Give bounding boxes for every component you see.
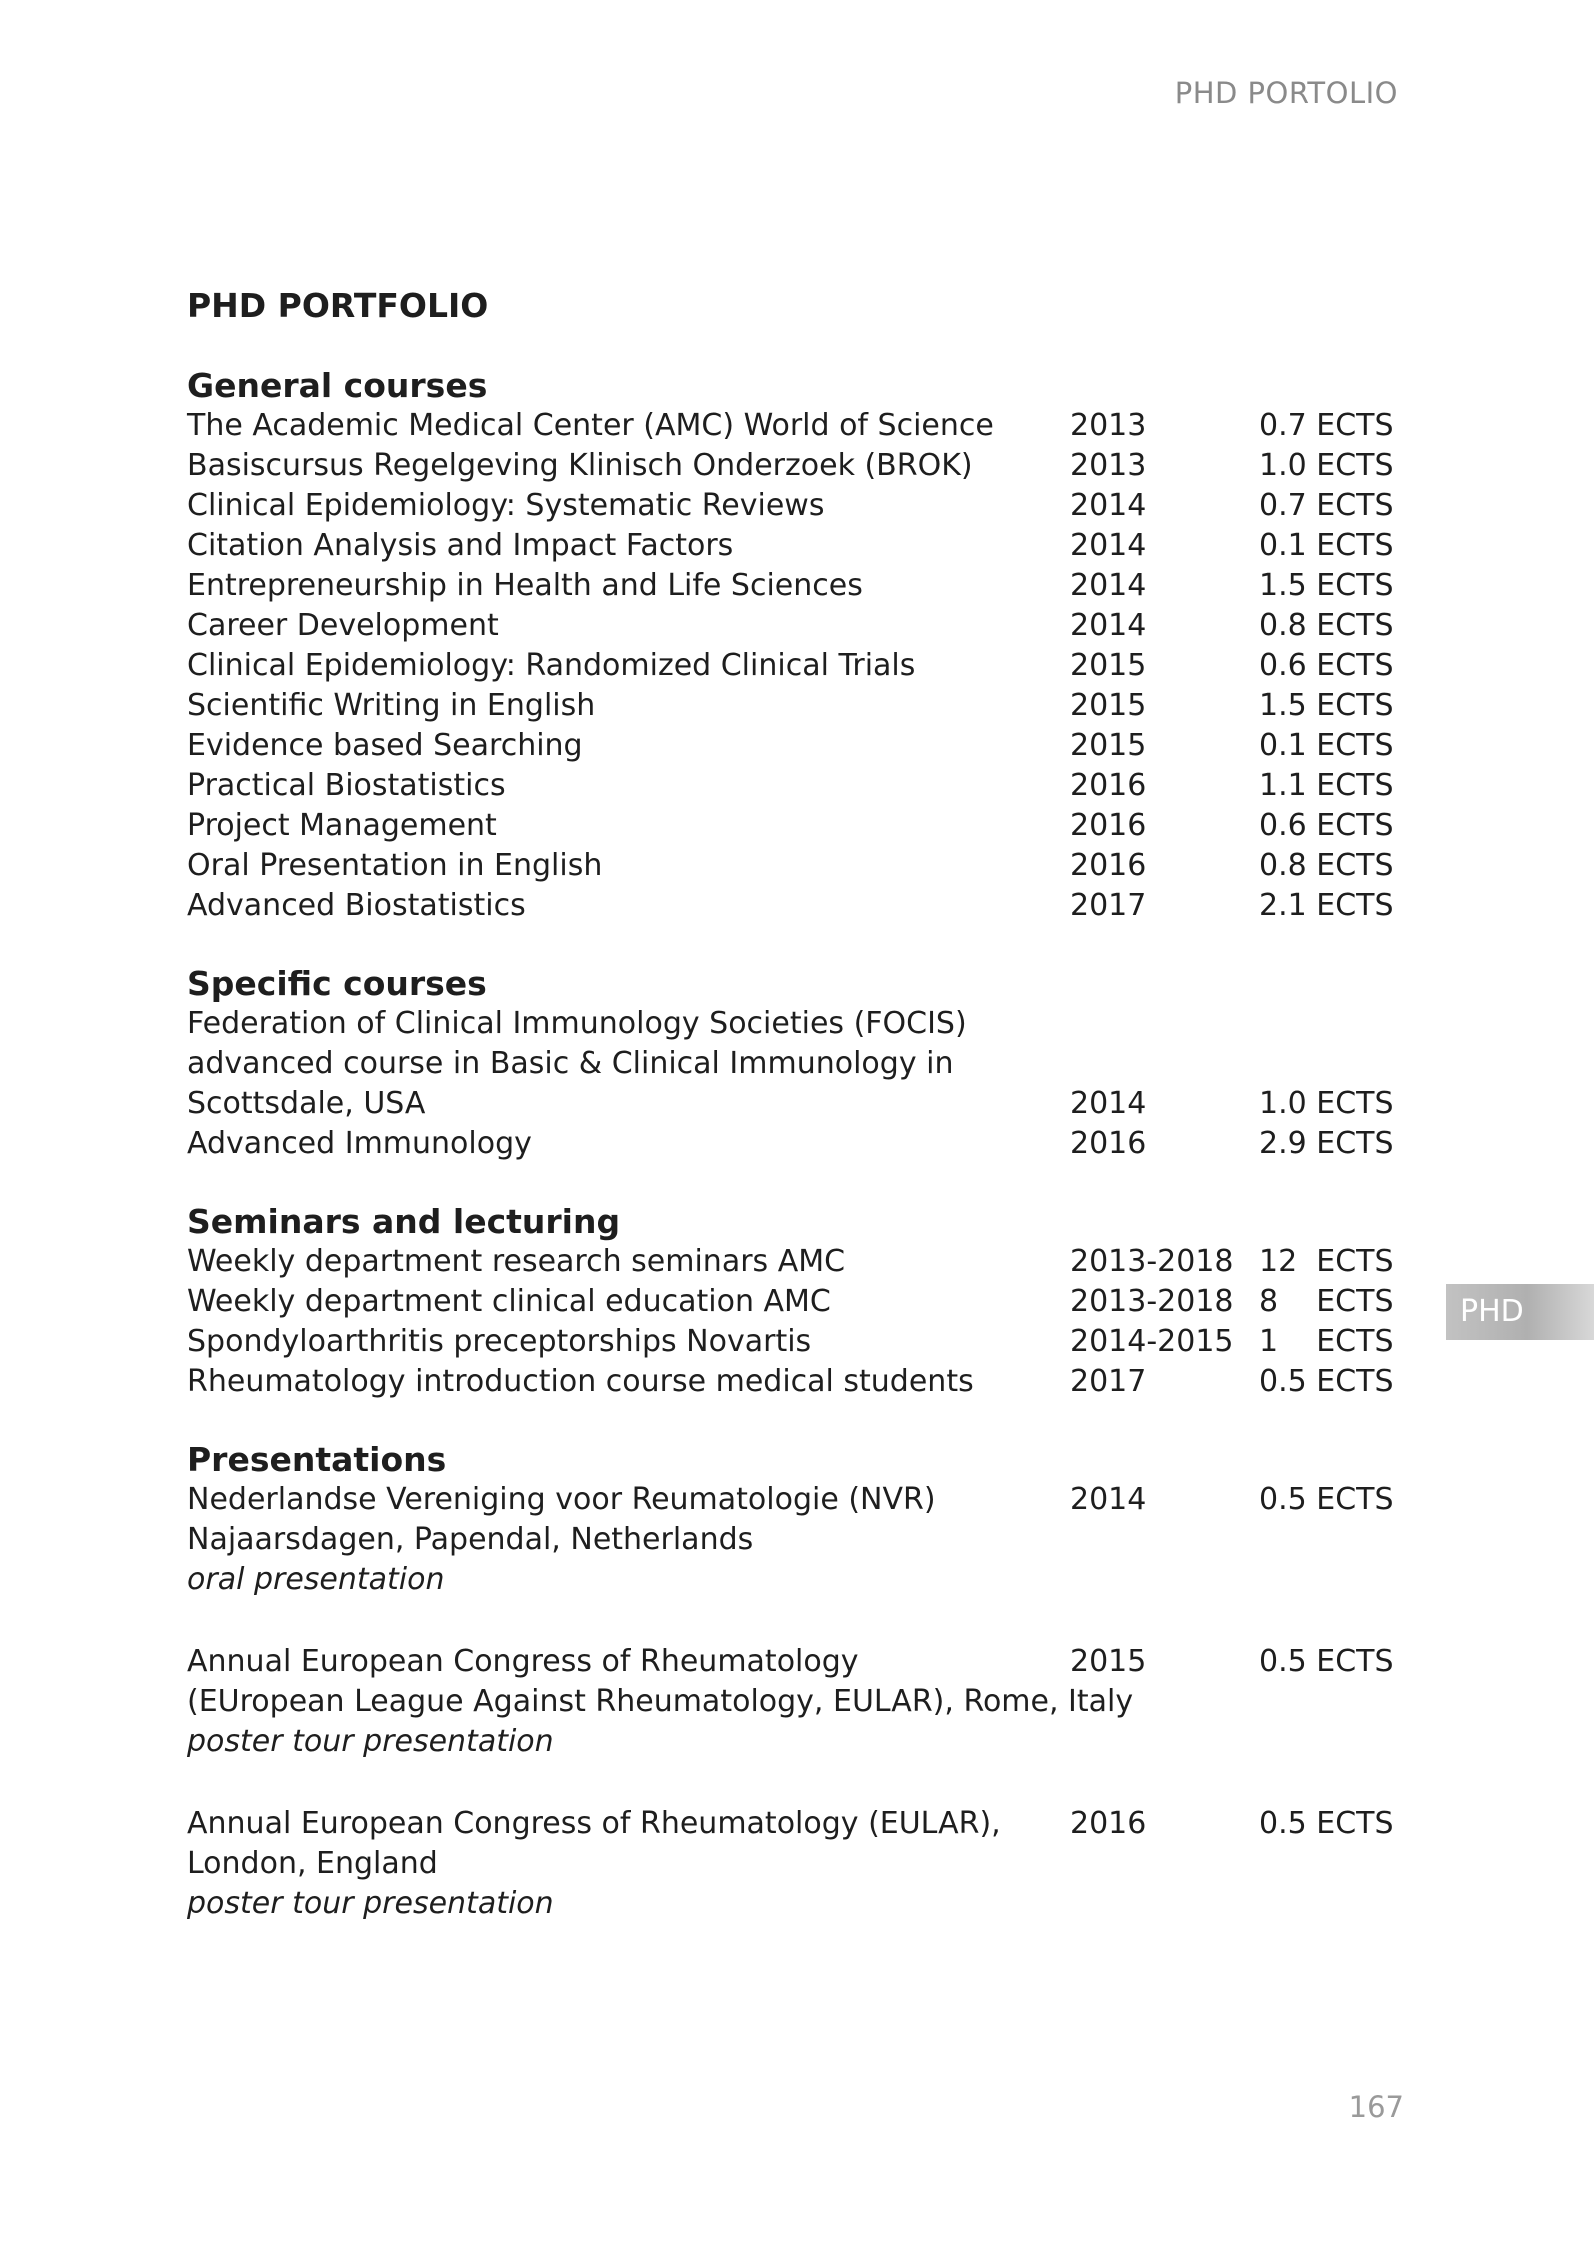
- course-row: [187, 406, 1407, 446]
- course-row: [187, 686, 1407, 726]
- page-title: PHD PORTFOLIO: [187, 286, 489, 325]
- presentation-title: Annual European Congress of Rheumatology (EULAR),: [187, 1806, 1001, 1841]
- course-title: Clinical Epidemiology: Systematic Reviews: [187, 488, 825, 523]
- presentation-ects: 0.5 ECTS: [1259, 1482, 1394, 1517]
- course-row: [187, 806, 1407, 846]
- course-title: Scottsdale, USA: [187, 1086, 426, 1121]
- course-row: [187, 726, 1407, 766]
- course-year: [1070, 1004, 1259, 1044]
- presentation-type: oral presentation: [187, 1562, 445, 1597]
- course-year: 2016: [1070, 768, 1147, 803]
- presentation-row: [187, 1480, 1407, 1520]
- seminar-title: Rheumatology introduction course medical students: [187, 1364, 974, 1399]
- seminar-year: 2013-2018: [1070, 1244, 1234, 1279]
- course-ects: 0.7 ECTS: [1259, 408, 1394, 443]
- section-heading: Seminars and lecturing: [187, 1202, 621, 1241]
- presentation-year: 2015: [1070, 1644, 1147, 1679]
- presentation-entry: [187, 1804, 1407, 1924]
- portfolio-content: [187, 366, 1407, 1966]
- course-year: 2016: [1070, 1126, 1147, 1161]
- seminar-title: Spondyloarthritis preceptorships Novartis: [187, 1324, 812, 1359]
- seminar-row: [187, 1322, 1407, 1362]
- presentation-type: poster tour presentation: [187, 1886, 554, 1921]
- page-number: 167: [1348, 2090, 1404, 2124]
- course-ects: 1.5 ECTS: [1259, 568, 1394, 603]
- specific-courses-section: [187, 964, 1407, 1164]
- course-row: [187, 886, 1407, 926]
- course-title: Career Development: [187, 608, 499, 643]
- course-ects: 1.0 ECTS: [1259, 1086, 1394, 1121]
- presentation-row: [187, 1642, 1407, 1682]
- course-row: [187, 1044, 1407, 1084]
- course-year: 2017: [1070, 888, 1147, 923]
- presentations-section: [187, 1440, 1407, 1924]
- course-title: Basiscursus Regelgeving Klinisch Onderzoek (BROK): [187, 448, 973, 483]
- course-year: 2013: [1070, 448, 1147, 483]
- course-row: [187, 486, 1407, 526]
- presentation-title: Annual European Congress of Rheumatology: [187, 1644, 859, 1679]
- course-year: [1070, 1044, 1259, 1084]
- course-title: advanced course in Basic & Clinical Immunology in: [187, 1046, 954, 1081]
- course-year: 2015: [1070, 688, 1147, 723]
- seminar-title: Weekly department clinical education AMC: [187, 1284, 831, 1319]
- presentation-venue: (EUropean League Against Rheumatology, EULAR), Rome, Italy: [187, 1684, 1134, 1719]
- course-row: [187, 846, 1407, 886]
- presentation-ects: 0.5 ECTS: [1259, 1806, 1394, 1841]
- course-year: 2014: [1070, 528, 1147, 563]
- section-heading: Specific courses: [187, 964, 487, 1003]
- course-ects: 2.1 ECTS: [1259, 888, 1394, 923]
- course-row: [187, 766, 1407, 806]
- course-ects: 0.7 ECTS: [1259, 488, 1394, 523]
- course-title: Practical Biostatistics: [187, 768, 506, 803]
- course-title: Evidence based Searching: [187, 728, 583, 763]
- course-row: [187, 526, 1407, 566]
- course-year: 2014: [1070, 1086, 1147, 1121]
- course-ects: 0.1 ECTS: [1259, 528, 1394, 563]
- course-row: [187, 1004, 1407, 1044]
- course-title: Federation of Clinical Immunology Societies (FOCIS): [187, 1006, 967, 1041]
- seminar-row: [187, 1282, 1407, 1322]
- course-year: 2014: [1070, 608, 1147, 643]
- course-year: 2015: [1070, 728, 1147, 763]
- section-heading: Presentations: [187, 1440, 447, 1479]
- general-courses-section: [187, 366, 1407, 926]
- course-title: Oral Presentation in English: [187, 848, 603, 883]
- running-header: PHD PORTOLIO: [1174, 76, 1398, 110]
- presentation-venue: London, England: [187, 1846, 438, 1881]
- course-title: Advanced Immunology: [187, 1126, 532, 1161]
- course-title: The Academic Medical Center (AMC) World of Science: [187, 408, 994, 443]
- presentation-entry: [187, 1642, 1407, 1762]
- course-title: Advanced Biostatistics: [187, 888, 526, 923]
- course-ects: 0.6 ECTS: [1259, 808, 1394, 843]
- course-year: 2016: [1070, 808, 1147, 843]
- seminar-ects: 8 ECTS: [1259, 1284, 1394, 1319]
- course-ects: 1.1 ECTS: [1259, 768, 1394, 803]
- section-heading: General courses: [187, 366, 488, 405]
- seminar-ects: 0.5 ECTS: [1259, 1364, 1394, 1399]
- course-year: 2015: [1070, 648, 1147, 683]
- course-row: [187, 1124, 1407, 1164]
- presentation-type: poster tour presentation: [187, 1724, 554, 1759]
- course-ects: 0.1 ECTS: [1259, 728, 1394, 763]
- course-year: 2014: [1070, 488, 1147, 523]
- seminar-ects: 1 ECTS: [1259, 1324, 1394, 1359]
- seminar-year: 2017: [1070, 1364, 1147, 1399]
- presentation-row: [187, 1804, 1407, 1844]
- presentation-ects: 0.5 ECTS: [1259, 1644, 1394, 1679]
- course-title: Citation Analysis and Impact Factors: [187, 528, 734, 563]
- seminar-row: [187, 1362, 1407, 1402]
- presentation-venue: Najaarsdagen, Papendal, Netherlands: [187, 1522, 754, 1557]
- seminar-year: 2013-2018: [1070, 1284, 1234, 1319]
- presentation-year: 2016: [1070, 1806, 1147, 1841]
- presentation-title: Nederlandse Vereniging voor Reumatologie (NVR): [187, 1482, 936, 1517]
- seminar-year: 2014-2015: [1070, 1324, 1234, 1359]
- course-ects: 0.8 ECTS: [1259, 608, 1394, 643]
- course-title: Scientific Writing in English: [187, 688, 596, 723]
- presentation-year: 2014: [1070, 1482, 1147, 1517]
- course-ects: 0.8 ECTS: [1259, 848, 1394, 883]
- course-title: Clinical Epidemiology: Randomized Clinical Trials: [187, 648, 916, 683]
- course-ects: 2.9 ECTS: [1259, 1126, 1394, 1161]
- seminar-ects: 12 ECTS: [1259, 1244, 1394, 1279]
- presentation-entry: [187, 1480, 1407, 1600]
- seminar-row: [187, 1242, 1407, 1282]
- seminar-title: Weekly department research seminars AMC: [187, 1244, 846, 1279]
- course-ects: 1.0 ECTS: [1259, 448, 1394, 483]
- course-row: [187, 1084, 1407, 1124]
- chapter-tab: PHD: [1446, 1284, 1594, 1340]
- course-row: [187, 646, 1407, 686]
- course-year: 2014: [1070, 568, 1147, 603]
- course-title: Project Management: [187, 808, 497, 843]
- course-ects: 1.5 ECTS: [1259, 688, 1394, 723]
- seminars-section: [187, 1202, 1407, 1402]
- course-year: 2013: [1070, 408, 1147, 443]
- course-year: 2016: [1070, 848, 1147, 883]
- course-row: [187, 606, 1407, 646]
- course-row: [187, 566, 1407, 606]
- course-ects: 0.6 ECTS: [1259, 648, 1394, 683]
- course-row: [187, 446, 1407, 486]
- course-title: Entrepreneurship in Health and Life Sciences: [187, 568, 863, 603]
